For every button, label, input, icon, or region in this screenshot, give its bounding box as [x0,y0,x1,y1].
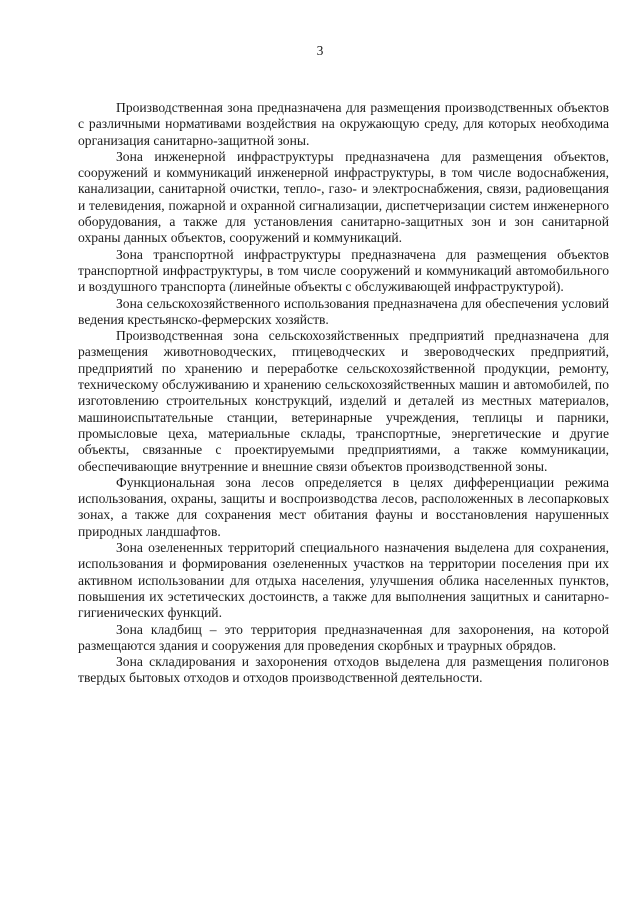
document-body [78,100,609,687]
paragraph-agricultural-enterprises: Производственная зона сельскохозяйственных предприятий предназначена для размещения животноводческих, птицеводческих и звероводческих предприятий, предприятий по хранению и переработке сельскохозяйственной продукции, ремонту, техническому обслуживанию и хранению сельскохозяйственных машин и автомобилей, по изготовлению строительных конструкций, изделий и деталей из местных материалов, машиноиспытательные станции, ветеринарные учреждения, теплицы и парники, промысловые цеха, материальные склады, транспортные, энергетические и другие объекты, связанные с проектируемыми предприятиями, а также коммуникации, обеспечивающие внутренние и внешние связи объектов производственной зоны. [78,328,609,474]
paragraph-waste-zone: Зона складирования и захоронения отходов выделена для размещения полигонов твердых бытовых отходов и отходов производственной деятельности. [78,654,609,686]
paragraph-forest-zone: Функциональная зона лесов определяется в целях дифференциации режима использования, охраны, защиты и воспроизводства лесов, расположенных в лесопарковых зонах, а также для сохранения мест обитания фауны и восстановления нарушенных природных ландшафтов. [78,474,609,539]
page-number: 3 [316,43,324,58]
paragraph-cemetery-zone: Зона кладбищ – это территория предназначенная для захоронения, на которой размещаются здания и сооружения для проведения скорбных и траурных обрядов. [78,621,609,653]
paragraph-engineering-infrastructure: Зона инженерной инфраструктуры предназначена для размещения объектов, сооружений и коммуникаций инженерной инфраструктуры, в том числе водоснабжения, канализации, санитарной очистки, тепло-, газо- и электроснабжения, связи, радиовещания и телевидения, пожарной и охранной сигнализации, диспетчеризации систем инженерного оборудования, а также для установления санитарно-защитных зон и зон санитарной охраны данных объектов, сооружений и коммуникаций. [78,148,609,246]
paragraph-agricultural-use: Зона сельскохозяйственного использования предназначена для обеспечения условий ведения крестьянско-фермерских хозяйств. [78,295,609,327]
paragraph-transport-infrastructure: Зона транспортной инфраструктуры предназначена для размещения объектов транспортной инфраструктуры, в том числе сооружений и коммуникаций автомобильного и воздушного транспорта (линейные объекты с обслуживающей инфраструктурой). [78,246,609,295]
paragraph-green-areas: Зона озелененных территорий специального назначения выделена для сохранения, использования и формирования озелененных участков на территории поселения при их активном использовании для отдыха населения, улучшения облика населенных пунктов, повышения их эстетических достоинств, а также для выполнения защитных и санитарно-гигиенических функций. [78,540,609,621]
paragraph-production-zone: Производственная зона предназначена для размещения производственных объектов с различными нормативами воздействия на окружающую среду, для которых необходима организация санитарно-защитной зоны. [78,100,609,148]
